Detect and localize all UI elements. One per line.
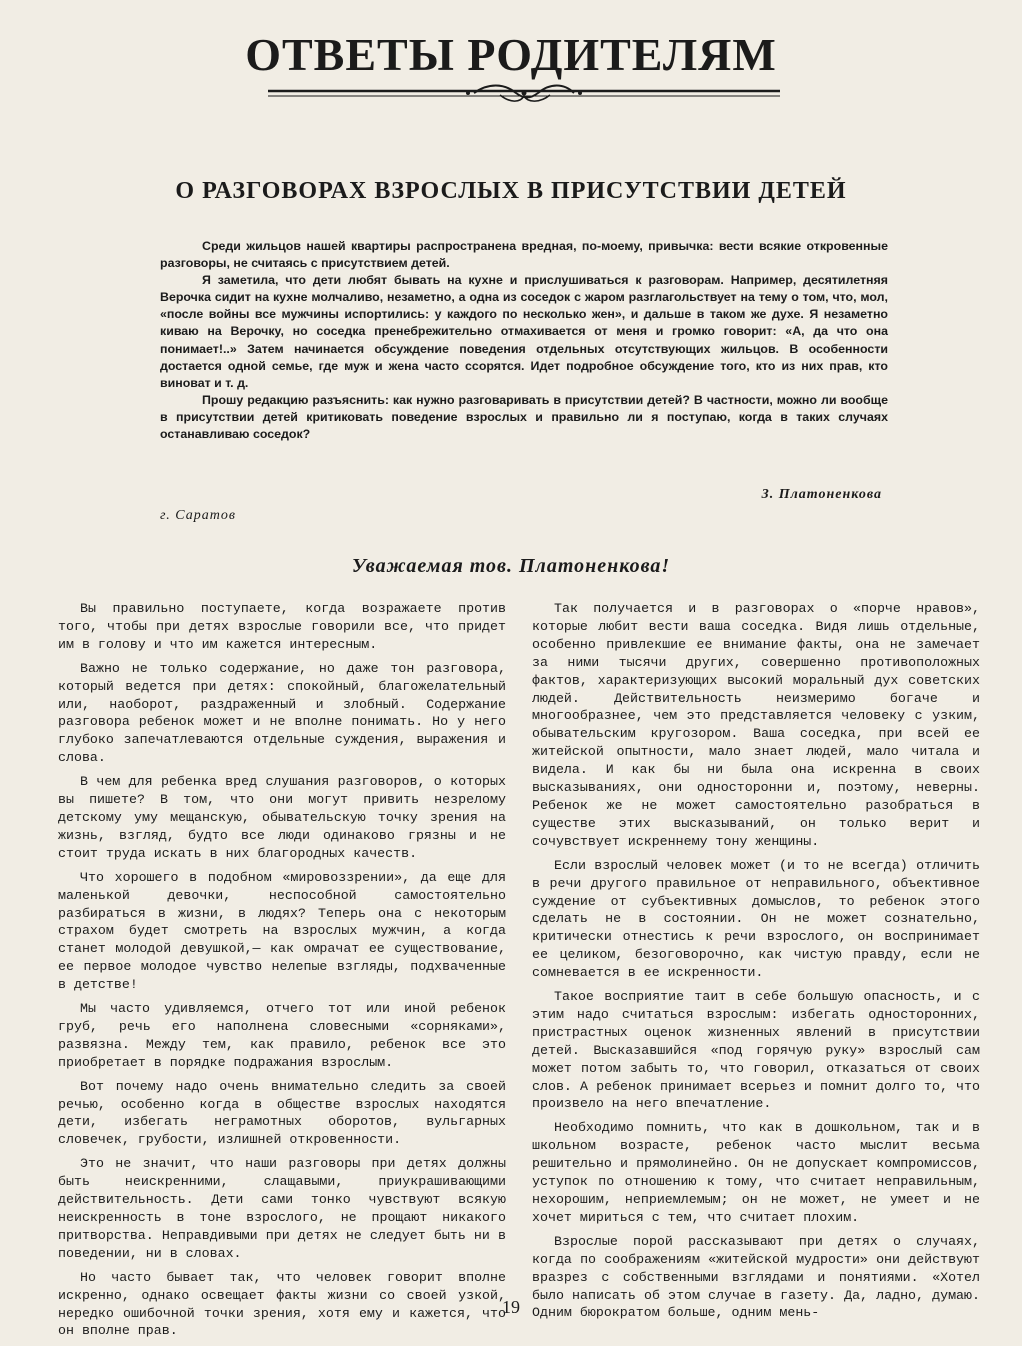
answer-right-column (532, 600, 980, 1328)
answer-paragraph: Но часто бывает так, что человек говорит вполне искренно, однако освещает факты жизни со своей узкой, нередко ошибочной точки зрения, хотя ему и кажется, что он вполне прав. (58, 1269, 506, 1339)
answer-paragraph: Взрослые порой рассказывают при детях о случаях, когда по соображениям «житейской мудрости» они действуют вразрез с собственными взглядами и понятиями. «Хотел было написать об этом случае в газету. Да, ладно, думаю. Одним бюрократом больше, одним мень- (532, 1233, 980, 1321)
letter-paragraph: Я заметила, что дети любят бывать на кухне и прислушиваться к разговорам. Например, десятилетняя Верочка сидит на кухне молчаливо, незаметно, а одна из соседок с жаром разглагольствует на тему о том, что, мол, «после войны все мужчины испортились: у каждого по несколько жен», и дальше в таком же духе. Я незаметно киваю на Верочку, но соседка пренебрежительно отмахивается от меня и громко говорит: «А, да что она понимает!..» Затем начинается обсуждение поведения отдельных отсутствующих жильцов. В особенности достается одной семье, где муж и жена часто ссорятся. Идет подробное обсуждение того, кто из них прав, кто виноват и т. д. (160, 273, 888, 390)
section-title: ОТВЕТЫ РОДИТЕЛЯМ (245, 29, 777, 80)
answer-paragraph: Необходимо помнить, что как в дошкольном, так и в школьном возрасте, ребенок часто мыслит весьма решительно и прямолинейно. Он не допускает компромиссов, уступок по отношению к тому, что считает неправильным, нехорошим, неприемлемым; он не может, не умеет и не хочет мириться с тем, что считает плохим. (532, 1120, 980, 1225)
answer-paragraph: Что хорошего в подобном «мировоззрении», да еще для маленькой девочки, неспособной самостоятельно разбираться в жизни, в людях? Теперь она с некоторым страхом будет смотреть на взрослых мужчин, а когда станет молодой девушкой,— как омрачат ее существование, ее первое молодое чувство нелепые взгляды, подхваченные в детстве! (58, 869, 506, 993)
answer-paragraph: Мы часто удивляемся, отчего тот или иной ребенок груб, речь его наполнена словесными «сорняками», развязна. Между тем, как правило, ребенок все это приобретает в порядке подражания взрослым. (58, 1001, 506, 1070)
answer-paragraph: Если взрослый человек может (и то не всегда) отличить в речи другого правильное от неправильного, объективное суждение от субъективных домыслов, то ребенок этого сделать не в состоянии. Он не может сознательно, критически отнестись к речи взрослого, он воспринимает ее целиком, безоговорочно, как чистую правду, если не сомневается в ее искренности. (532, 857, 980, 981)
answer-paragraph: Так получается и в разговорах о «порче нравов», которые любит вести ваша соседка. Видя лишь отдельные, особенно привлекшие ее внимание факты, она не замечает за ними тысячи других, совершенно противоположных фактов, характеризующих высокий моральный дух советских людей. Действительность неизмеримо богаче и многообразнее, чем это представляется человеку с узким, обывательским кругозором. Ваша соседка, при всей ее житейской опытности, мало знает людей, мало читала и видела. И как бы ни была она искренна в своих высказываниях, они односторонни и, поэтому, неверны. Ребенок же не может самостоятельно разобраться в существе этих высказываний, он только верит и сочувствует искреннему тону женщины. (532, 601, 980, 849)
reader-letter (160, 238, 888, 443)
answer-paragraph: Важно не только содержание, но даже тон разговора, который ведется при детях: спокойный, благожелательный или, наоборот, раздраженный и злобный. Содержание разговора ребенок может и не вполне понимать. Но у него глубоко запечатлеваются отдельные суждения, выражения и слова. (58, 660, 506, 766)
answer-paragraph: Вот почему надо очень внимательно следить за своей речью, особенно когда в обществе взрослых находятся дети, избегать неграмотных оборотов, вульгарных словечек, грубости, излишней откровенности. (58, 1078, 506, 1148)
answer-paragraph: В чем для ребенка вред слушания разговоров, о которых вы пишете? В том, что они могут привить незрелому детскому уму мещанскую, обывательскую точку зрения на жизнь, взгляд, будто все люди одинаково грязны и не стоит труда искать в них благородных качеств. (58, 774, 506, 861)
answer-paragraph: Это не значит, что наши разговоры при детях должны быть неискренними, слащавыми, приукрашивающими действительность. Дети сами тонко чувствуют всякую неискренность в тоне взрослого, не прощают никакого притворства. Неправдивыми при детях не следует быть ни в поведении, ни в словах. (58, 1156, 506, 1261)
decorative-divider (268, 82, 780, 106)
article-title: О РАЗГОВОРАХ ВЗРОСЛЫХ В ПРИСУТСТВИИ ДЕТЕЙ (175, 178, 847, 204)
letter-signature: З. Платоненкова (761, 487, 882, 502)
answer-greeting: Уважаемая тов. Платоненкова! (351, 555, 671, 577)
page-number: 19 (502, 1297, 520, 1317)
answer-paragraph: Такое восприятие таит в себе большую опасность, и с этим надо считаться взрослым: избегать односторонних, пристрастных оценок жизненных явлений в присутствии детей. Высказавшийся «под горячую руку» взрослый сам может потом забыть то, что говорил, отказаться от своих слов. А ребенок принимает всерьез и помнит долго то, что произвело на него впечатление. (532, 989, 980, 1112)
answer-paragraph: Вы правильно поступаете, когда возражаете против того, чтобы при детях взрослые говорили все, что придет им в голову и что им кажется интересным. (58, 601, 506, 652)
letter-paragraph: Среди жильцов нашей квартиры распространена вредная, по-моему, привычка: вести всякие откровенные разговоры, не считаясь с присутствием детей. (160, 239, 888, 271)
letter-city: г. Саратов (160, 508, 236, 523)
answer-left-column (58, 600, 506, 1346)
letter-paragraph: Прошу редакцию разъяснить: как нужно разговаривать в присутствии детей? В частности, можно ли вообще в присутствии детей критиковать поведение взрослых и правильно ли я поступаю, когда в таких случаях останавливаю соседок? (160, 392, 888, 442)
